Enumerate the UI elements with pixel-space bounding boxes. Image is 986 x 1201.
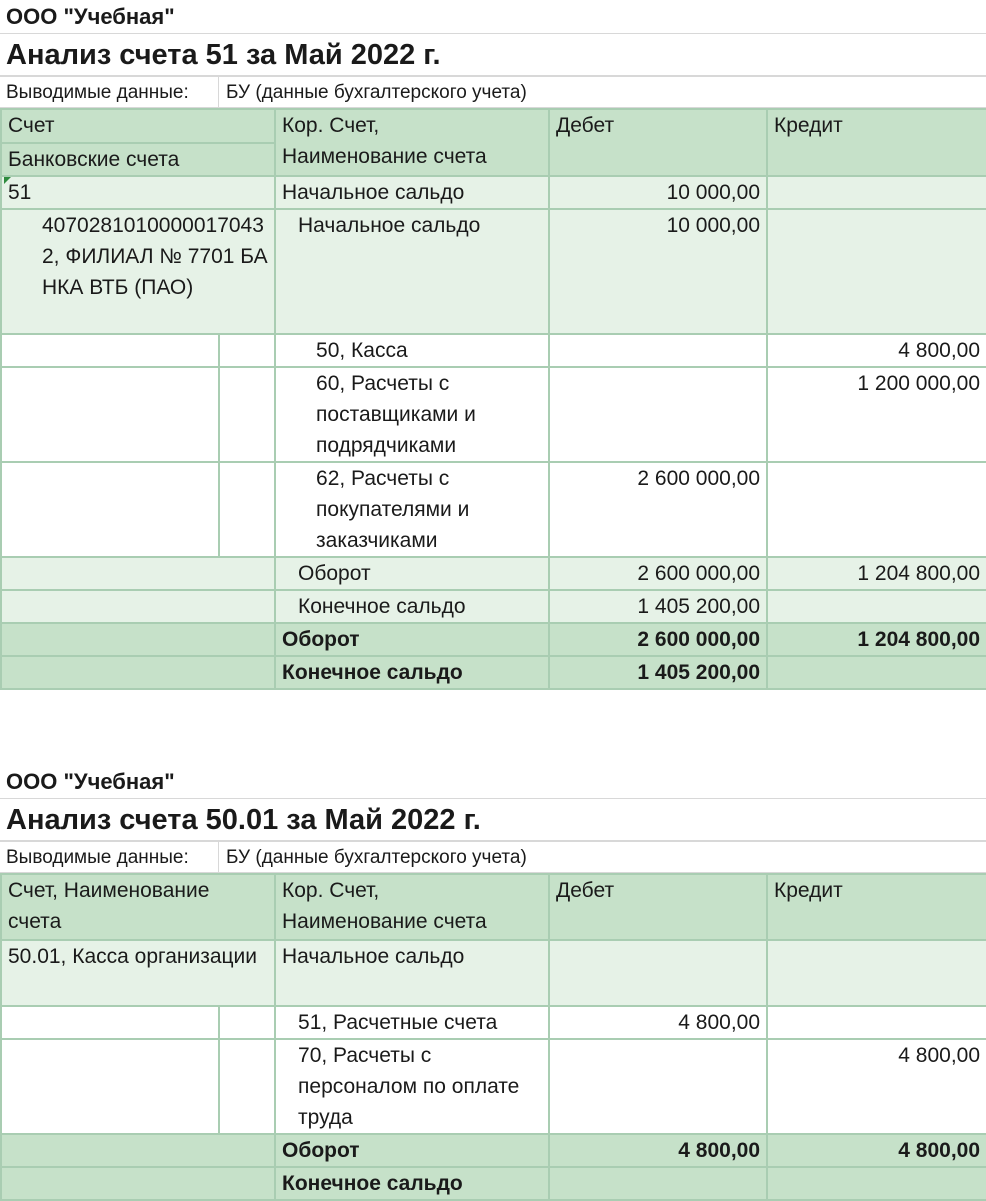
total-debit: 4 800,00 bbox=[549, 1134, 767, 1167]
report-title: Анализ счета 50.01 за Май 2022 г. bbox=[0, 799, 986, 841]
total-row bbox=[1, 623, 986, 656]
table-row bbox=[1, 1039, 986, 1134]
total-label: Конечное сальдо bbox=[275, 656, 549, 689]
account-analysis-table bbox=[0, 873, 986, 1201]
table-row bbox=[1, 209, 986, 334]
output-data-value: БУ (данные бухгалтерского учета) bbox=[226, 847, 527, 868]
row-label: 62, Расчеты с покупателями и заказчиками bbox=[275, 462, 549, 557]
table-row bbox=[1, 367, 986, 462]
header-debit: Дебет bbox=[549, 109, 767, 176]
credit-cell: 1 204 800,00 bbox=[767, 557, 986, 590]
row-label: Конечное сальдо bbox=[275, 590, 549, 623]
table-row bbox=[1, 462, 986, 557]
table-row bbox=[1, 590, 986, 623]
credit-cell: 1 200 000,00 bbox=[767, 367, 986, 462]
row-label: Начальное сальдо bbox=[275, 209, 549, 334]
credit-cell bbox=[767, 176, 986, 209]
total-label: Конечное сальдо bbox=[275, 1167, 549, 1200]
debit-cell: 10 000,00 bbox=[549, 176, 767, 209]
table-row bbox=[1, 557, 986, 590]
report-account-50-01 bbox=[0, 765, 986, 1201]
debit-cell: 10 000,00 bbox=[549, 209, 767, 334]
row-label: Начальное сальдо bbox=[275, 940, 549, 1006]
header-account-label: Счет bbox=[2, 110, 274, 144]
output-data-value: БУ (данные бухгалтерского учета) bbox=[226, 82, 527, 103]
total-debit: 1 405 200,00 bbox=[549, 656, 767, 689]
credit-cell bbox=[767, 590, 986, 623]
debit-cell bbox=[549, 367, 767, 462]
header-credit: Кредит bbox=[767, 109, 986, 176]
total-debit: 2 600 000,00 bbox=[549, 623, 767, 656]
output-data-label: Выводимые данные: bbox=[6, 82, 189, 103]
total-label: Оборот bbox=[275, 1134, 549, 1167]
row-label: 51, Расчетные счета bbox=[275, 1006, 549, 1039]
output-data-row bbox=[0, 76, 986, 108]
total-credit bbox=[767, 656, 986, 689]
total-row bbox=[1, 1134, 986, 1167]
row-label: Оборот bbox=[275, 557, 549, 590]
total-label: Оборот bbox=[275, 623, 549, 656]
table-row bbox=[1, 1006, 986, 1039]
row-label: 70, Расчеты с персоналом по оплате труда bbox=[275, 1039, 549, 1134]
credit-cell bbox=[767, 940, 986, 1006]
total-row bbox=[1, 1167, 986, 1200]
organization-name: ООО "Учебная" bbox=[0, 765, 986, 799]
debit-cell: 4 800,00 bbox=[549, 1006, 767, 1039]
debit-cell bbox=[549, 334, 767, 367]
credit-cell bbox=[767, 462, 986, 557]
credit-cell: 4 800,00 bbox=[767, 334, 986, 367]
table-header-row bbox=[1, 874, 986, 940]
debit-cell: 2 600 000,00 bbox=[549, 557, 767, 590]
debit-cell: 1 405 200,00 bbox=[549, 590, 767, 623]
report-title: Анализ счета 51 за Май 2022 г. bbox=[0, 34, 986, 76]
output-data-row bbox=[0, 841, 986, 873]
credit-cell bbox=[767, 1006, 986, 1039]
account-analysis-table bbox=[0, 108, 986, 690]
header-corr-account: Кор. Счет, Наименование счета bbox=[275, 874, 549, 940]
total-debit bbox=[549, 1167, 767, 1200]
header-account: Счет, Наименование счета bbox=[1, 874, 275, 940]
row-label: Начальное сальдо bbox=[275, 176, 549, 209]
row-label: 60, Расчеты с поставщиками и подрядчиками bbox=[275, 367, 549, 462]
header-corr-account: Кор. Счет, Наименование счета bbox=[275, 109, 549, 176]
total-credit: 4 800,00 bbox=[767, 1134, 986, 1167]
account-cell: 50.01, Касса организации bbox=[1, 940, 275, 1006]
total-credit bbox=[767, 1167, 986, 1200]
account-cell: 51 bbox=[1, 176, 275, 209]
table-row bbox=[1, 176, 986, 209]
credit-cell: 4 800,00 bbox=[767, 1039, 986, 1134]
output-data-label: Выводимые данные: bbox=[6, 847, 189, 868]
debit-cell bbox=[549, 940, 767, 1006]
header-debit: Дебет bbox=[549, 874, 767, 940]
table-row bbox=[1, 940, 986, 1006]
table-row bbox=[1, 334, 986, 367]
table-header-row bbox=[1, 109, 986, 176]
subaccount-cell: 40702810100000170432, ФИЛИАЛ № 7701 БАНКА ВТБ (ПАО) bbox=[1, 209, 275, 334]
credit-cell bbox=[767, 209, 986, 334]
debit-cell: 2 600 000,00 bbox=[549, 462, 767, 557]
header-account bbox=[1, 109, 275, 176]
organization-name: ООО "Учебная" bbox=[0, 0, 986, 34]
debit-cell bbox=[549, 1039, 767, 1134]
header-account-subkonto: Банковские счета bbox=[8, 148, 180, 171]
cell-comment-marker-icon bbox=[4, 177, 11, 184]
total-row bbox=[1, 656, 986, 689]
row-label: 50, Касса bbox=[275, 334, 549, 367]
total-credit: 1 204 800,00 bbox=[767, 623, 986, 656]
header-credit: Кредит bbox=[767, 874, 986, 940]
